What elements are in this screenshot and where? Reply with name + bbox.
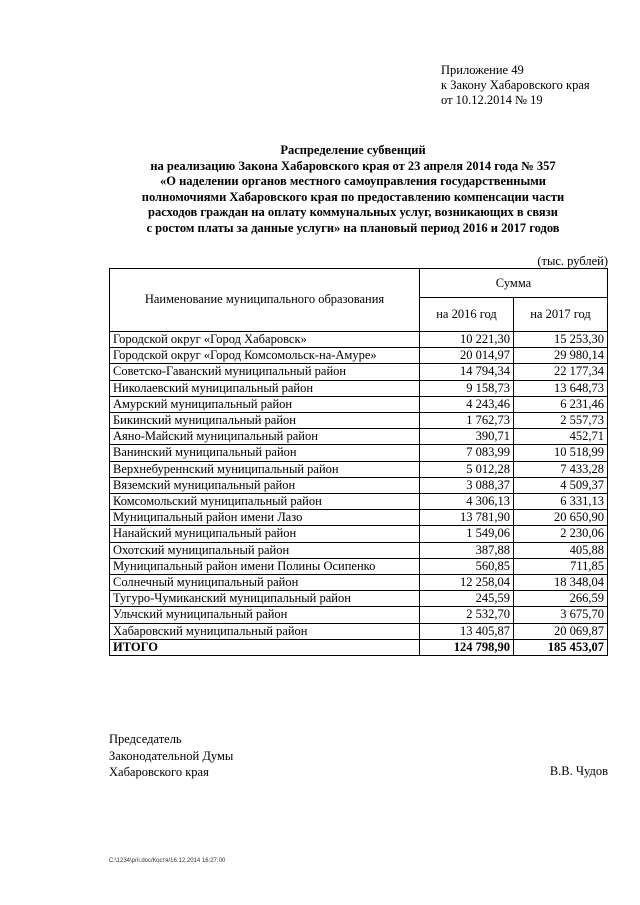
table-row [110, 510, 608, 526]
row-value-2017: 405,88 [514, 542, 608, 558]
header-name: Наименование муниципального образования [110, 269, 420, 332]
row-value-2016: 9 158,73 [420, 380, 514, 396]
row-name: Бикинский муниципальный район [110, 413, 420, 429]
row-value-2016: 1 762,73 [420, 413, 514, 429]
title-line-6: с ростом платы за данные услуги» на плановый период 2016 и 2017 годов [146, 220, 560, 235]
row-value-2017: 22 177,34 [514, 364, 608, 380]
header-sum: Сумма [420, 269, 608, 298]
header-2017: на 2017 год [514, 298, 608, 332]
table-row [110, 413, 608, 429]
row-name: Нанайский муниципальный район [110, 526, 420, 542]
row-value-2017: 3 675,70 [514, 607, 608, 623]
row-value-2017: 266,59 [514, 591, 608, 607]
units-label: (тыс. рублей) [537, 254, 608, 268]
row-value-2017: 18 348,04 [514, 575, 608, 591]
table-row [110, 477, 608, 493]
signature-line-2: Законодательной Думы [109, 748, 234, 763]
row-name: Аяно-Майский муниципальный район [110, 429, 420, 445]
row-value-2017: 711,85 [514, 558, 608, 574]
row-name: Ванинский муниципальный район [110, 445, 420, 461]
row-value-2016: 2 532,70 [420, 607, 514, 623]
row-value-2016: 387,88 [420, 542, 514, 558]
row-value-2016: 4 243,46 [420, 396, 514, 412]
total-2017: 185 453,07 [514, 639, 608, 655]
title-line-3: «О наделении органов местного самоуправления государственными [160, 174, 546, 189]
signature-line-3: Хабаровского края [109, 765, 209, 779]
table-row [110, 429, 608, 445]
row-name: Амурский муниципальный район [110, 396, 420, 412]
row-value-2016: 12 258,04 [420, 575, 514, 591]
row-name: Хабаровский муниципальный район [110, 623, 420, 639]
signature-line-1: Председатель [109, 732, 182, 746]
total-2016: 124 798,90 [420, 639, 514, 655]
table-row [110, 494, 608, 510]
row-name: Тугуро-Чумиканский муниципальный район [110, 591, 420, 607]
appendix-line-2: к Закону Хабаровского края [441, 78, 590, 92]
row-value-2017: 20 650,90 [514, 510, 608, 526]
table-row [110, 380, 608, 396]
row-name: Солнечный муниципальный район [110, 575, 420, 591]
row-value-2017: 452,71 [514, 429, 608, 445]
row-value-2017: 29 980,14 [514, 348, 608, 364]
table-row [110, 461, 608, 477]
table-row [110, 364, 608, 380]
row-value-2016: 13 781,90 [420, 510, 514, 526]
row-value-2017: 2 557,73 [514, 413, 608, 429]
row-value-2016: 5 012,28 [420, 461, 514, 477]
row-value-2016: 1 549,06 [420, 526, 514, 542]
row-value-2016: 14 794,34 [420, 364, 514, 380]
table-row [110, 526, 608, 542]
row-name: Городской округ «Город Хабаровск» [110, 332, 420, 348]
header-2016: на 2016 год [420, 298, 514, 332]
table-row [110, 348, 608, 364]
row-value-2017: 6 231,46 [514, 396, 608, 412]
title-line-4: полномочиями Хабаровского края по предоставлению компенсации части [141, 189, 565, 204]
row-value-2017: 4 509,37 [514, 477, 608, 493]
row-value-2016: 390,71 [420, 429, 514, 445]
table-row [110, 623, 608, 639]
title-line-1: Распределение субвенций [280, 143, 426, 157]
row-name: Верхнебуреннский муниципальный район [110, 461, 420, 477]
row-value-2016: 20 014,97 [420, 348, 514, 364]
row-name: Городской округ «Город Комсомольск-на-Амуре» [110, 348, 420, 364]
row-value-2017: 7 433,28 [514, 461, 608, 477]
row-value-2016: 245,59 [420, 591, 514, 607]
title-line-5: расходов граждан на оплату коммунальных услуг, возникающих в связи [148, 205, 558, 220]
table-row [110, 332, 608, 348]
row-value-2016: 4 306,13 [420, 494, 514, 510]
row-name: Охотский муниципальный район [110, 542, 420, 558]
document-title [60, 143, 640, 237]
row-name: Ульчский муниципальный район [110, 607, 420, 623]
subventions-table [109, 268, 608, 656]
signature-block [109, 731, 233, 781]
row-name: Муниципальный район имени Полины Осипенко [110, 558, 420, 574]
row-value-2016: 560,85 [420, 558, 514, 574]
table-row [110, 396, 608, 412]
row-value-2017: 20 069,87 [514, 623, 608, 639]
footer-file-path: C:\1234\pril.doc/Костя/16.12.2014 16:27:00 [109, 858, 226, 864]
row-value-2017: 13 648,73 [514, 380, 608, 396]
row-name: Советско-Гаванский муниципальный район [110, 364, 420, 380]
title-line-2: на реализацию Закона Хабаровского края от 23 апреля 2014 года № 357 [150, 158, 556, 173]
table-row [110, 445, 608, 461]
table-row [110, 558, 608, 574]
row-value-2017: 6 331,13 [514, 494, 608, 510]
row-value-2016: 13 405,87 [420, 623, 514, 639]
row-value-2016: 7 083,99 [420, 445, 514, 461]
appendix-block [441, 63, 590, 108]
table-body [110, 332, 608, 656]
table-row [110, 607, 608, 623]
row-name: Вяземский муниципальный район [110, 477, 420, 493]
appendix-line-1: Приложение 49 [441, 63, 524, 77]
row-value-2016: 10 221,30 [420, 332, 514, 348]
total-label: ИТОГО [110, 639, 420, 655]
appendix-line-3: от 10.12.2014 № 19 [441, 93, 543, 107]
row-name: Комсомольский муниципальный район [110, 494, 420, 510]
row-name: Николаевский муниципальный район [110, 380, 420, 396]
table-row [110, 591, 608, 607]
table-row [110, 542, 608, 558]
row-value-2017: 15 253,30 [514, 332, 608, 348]
signer-name: В.В. Чудов [549, 764, 608, 778]
row-value-2017: 10 518,99 [514, 445, 608, 461]
total-row [110, 639, 608, 655]
row-value-2016: 3 088,37 [420, 477, 514, 493]
row-name: Муниципальный район имени Лазо [110, 510, 420, 526]
row-value-2017: 2 230,06 [514, 526, 608, 542]
table-row [110, 575, 608, 591]
